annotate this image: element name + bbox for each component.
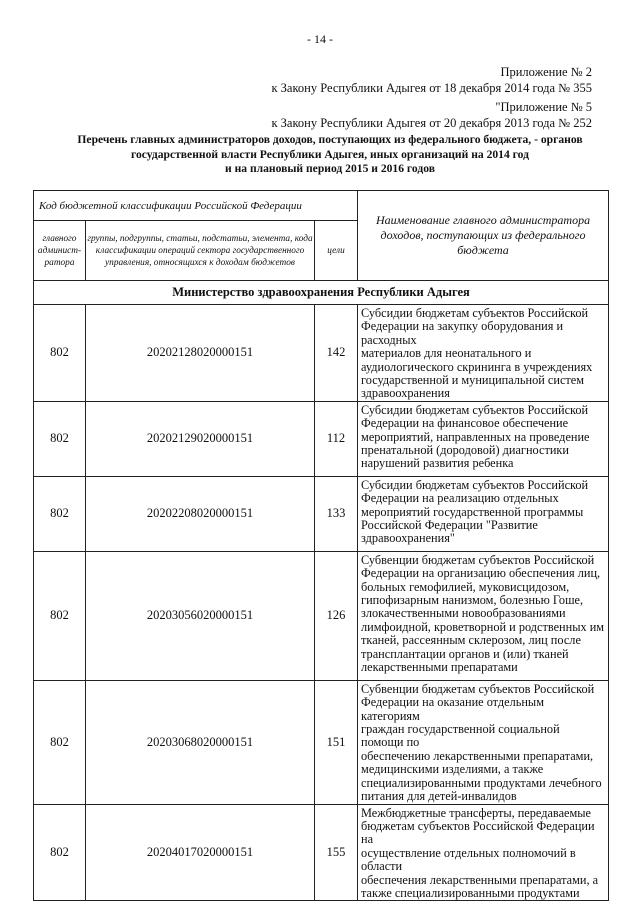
description-line: пренатальной (дородовой) диагностики — [361, 443, 569, 458]
table-row — [34, 680, 609, 804]
description-line: Субвенции бюджетам субъектов Российской — [361, 681, 595, 696]
appendix-5-title: "Приложение № 5 — [495, 100, 592, 114]
admin-code-cell: 802 — [34, 476, 86, 551]
description-line: материалов для неонатального и — [361, 346, 532, 361]
description-line: трансплантации органов и (или) тканей — [361, 646, 569, 661]
description-line: граждан государственной социальной помощи по — [361, 722, 560, 750]
section-ministry-health: Министерство здравоохранения Республики Адыгея — [34, 281, 609, 305]
table-row — [34, 401, 609, 476]
description-line: мероприятий, направленных на проведение — [361, 429, 590, 444]
page-number: - 14 - — [307, 32, 333, 46]
description-cell — [358, 551, 609, 680]
description-line: государственной и муниципальной систем — [361, 373, 585, 388]
header-groups-codes: группы, подгруппы, статьи, подстатьи, элемента, кода классификации операций сектора государственного управления, относящихся к доходам бюджетов — [86, 221, 315, 281]
description-line: медицинскими изделиями, а также — [361, 762, 544, 777]
admin-code-cell: 802 — [34, 401, 86, 476]
appendix-5-reference — [271, 99, 592, 131]
description-line: обеспечения лекарственными препаратами, а — [361, 872, 599, 887]
purpose-code-cell: 151 — [315, 680, 358, 804]
appendix-2-reference — [271, 64, 592, 96]
description-line: Федерации на реализацию отдельных — [361, 491, 559, 506]
description-line: также специализированными продуктами — [361, 885, 580, 900]
table-row — [34, 305, 609, 402]
table-row — [34, 804, 609, 901]
description-line: Межбюджетные трансферты, передаваемые — [361, 805, 591, 820]
admin-code-cell: 802 — [34, 804, 86, 901]
description-cell — [358, 804, 609, 901]
description-line: Субвенции бюджетам субъектов Российской — [361, 552, 595, 567]
header-main-administrator: главного админист-ратора — [34, 221, 86, 281]
appendix-5-law: к Закону Республики Адыгея от 20 декабря 2013 года № 252 — [271, 116, 592, 130]
classification-code-cell: 20203056020000151 — [86, 551, 315, 680]
description-line: мероприятий государственной программы — [361, 504, 584, 519]
table-row — [34, 551, 609, 680]
description-line: лекарственными препаратами — [361, 660, 518, 675]
classification-code-cell: 20202208020000151 — [86, 476, 315, 551]
document-title — [40, 133, 620, 177]
purpose-code-cell: 142 — [315, 305, 358, 402]
title-line-2: государственной власти Республики Адыгея, иных организаций на 2014 год — [131, 147, 529, 161]
appendix-2-title: Приложение № 2 — [500, 65, 592, 79]
description-line: Субсидии бюджетам субъектов Российской — [361, 477, 589, 492]
classification-code-cell: 20202128020000151 — [86, 305, 315, 402]
administrators-table — [33, 190, 609, 901]
description-line: бюджетам субъектов Российской Федерации на — [361, 818, 595, 847]
header-purpose: цели — [315, 221, 358, 281]
appendix-2-law: к Закону Республики Адыгея от 18 декабря 2014 года № 355 — [271, 81, 592, 95]
admin-code-cell: 802 — [34, 551, 86, 680]
description-line: гипофизарным нанизмом, болезнью Гоше, — [361, 593, 584, 608]
description-line: Российской Федерации "Развитие — [361, 518, 538, 533]
title-line-3: и на плановый период 2015 и 2016 годов — [224, 162, 436, 175]
classification-code-cell: 20202129020000151 — [86, 401, 315, 476]
description-cell — [358, 401, 609, 476]
description-line: Федерации на финансовое обеспечение — [361, 416, 569, 431]
header-administrator-name: Наименование главного администратора доходов, поступающих из федерального бюджета — [358, 191, 609, 281]
description-line: здравоохранения" — [361, 531, 455, 546]
description-line: Субсидии бюджетам субъектов Российской — [361, 306, 589, 320]
purpose-code-cell: 133 — [315, 476, 358, 551]
table-row — [34, 476, 609, 551]
description-line: тканей, рассеянным склерозом, лиц после — [361, 633, 581, 648]
description-line: Субсидии бюджетам субъектов Российской — [361, 402, 589, 417]
description-line: аудиологического скрининга в учреждениях — [361, 359, 593, 374]
description-line: злокачественными новообразованиями — [361, 606, 566, 621]
purpose-code-cell: 155 — [315, 804, 358, 901]
description-line: здравоохранения — [361, 386, 450, 401]
admin-code-cell: 802 — [34, 305, 86, 402]
description-line: обеспечению лекарственными препаратами, — [361, 748, 594, 763]
description-cell — [358, 305, 609, 402]
description-line: Федерации на организацию обеспечения лиц, — [361, 566, 601, 581]
classification-code-cell: 20203068020000151 — [86, 680, 315, 804]
title-line-1: Перечень главных администраторов доходов, поступающих из федерального бюджета, - органов — [77, 133, 583, 146]
description-line: специализированными продуктами лечебного — [361, 775, 602, 790]
description-line: Федерации на оказание отдельным категориям — [361, 695, 544, 723]
description-line: питания для детей-инвалидов — [361, 789, 517, 804]
purpose-code-cell: 112 — [315, 401, 358, 476]
description-line: Федерации на закупку оборудования и расходных — [361, 319, 564, 347]
classification-code-cell: 20204017020000151 — [86, 804, 315, 901]
description-line: нарушений развития ребенка — [361, 456, 514, 471]
description-line: осуществление отдельных полномочий в области — [361, 845, 576, 874]
description-cell — [358, 476, 609, 551]
purpose-code-cell: 126 — [315, 551, 358, 680]
admin-code-cell: 802 — [34, 680, 86, 804]
description-line: лимфоидной, кроветворной и родственных им — [361, 619, 605, 634]
description-line: больных гемофилией, муковисцидозом, — [361, 579, 570, 594]
description-cell — [358, 680, 609, 804]
header-budget-classification: Код бюджетной классификации Российской Федерации — [34, 191, 358, 221]
